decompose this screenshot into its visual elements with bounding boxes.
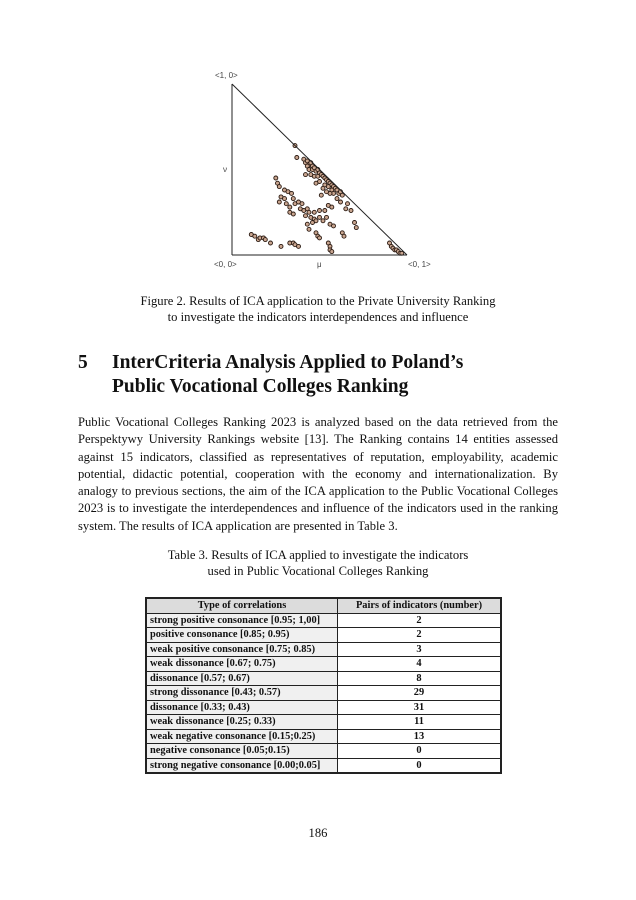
row-count: 2 [338, 613, 502, 628]
data-point [290, 191, 294, 195]
data-point [277, 185, 281, 189]
data-point [330, 205, 334, 209]
table-row [146, 729, 501, 744]
data-point [297, 244, 301, 248]
row-count: 4 [338, 657, 502, 672]
table-row [146, 613, 501, 628]
vertex-label-right: <0, 1> [408, 260, 431, 269]
data-point [353, 221, 357, 225]
row-count: 2 [338, 628, 502, 643]
data-point [318, 215, 322, 219]
x-axis-label: μ [317, 260, 322, 269]
row-type: strong dissonance [0.43; 0.57) [146, 686, 338, 701]
page-number: 186 [308, 826, 328, 840]
table-row [146, 758, 501, 773]
data-point [321, 219, 325, 223]
row-count: 13 [338, 729, 502, 744]
row-type: weak dissonance [0.25; 0.33) [146, 715, 338, 730]
data-point [300, 202, 304, 206]
table-caption-line2: used in Public Vocational Colleges Ranking [207, 564, 429, 578]
data-point [253, 234, 257, 238]
row-type: weak dissonance [0.67; 0.75) [146, 657, 338, 672]
data-point [314, 181, 318, 185]
data-point [319, 193, 323, 197]
header-type: Type of correlations [146, 598, 338, 613]
data-point [332, 224, 336, 228]
data-point [344, 207, 348, 211]
row-count: 0 [338, 744, 502, 759]
data-point [339, 200, 343, 204]
row-count: 0 [338, 758, 502, 773]
table-caption [120, 547, 516, 579]
data-point [349, 209, 353, 213]
section-title-line1: InterCriteria Analysis Applied to Poland’s [112, 352, 464, 373]
data-point [330, 250, 334, 254]
data-point [316, 174, 320, 178]
section-title [112, 351, 532, 398]
table-row [146, 715, 501, 730]
data-point [342, 234, 346, 238]
data-point [354, 226, 358, 230]
data-point [307, 210, 311, 214]
data-point [279, 244, 283, 248]
row-type: strong negative consonance [0.00;0.05] [146, 758, 338, 773]
data-point [325, 215, 329, 219]
data-point [274, 176, 278, 180]
section-title-line2: Public Vocational Colleges Ranking [112, 375, 409, 397]
data-point [346, 202, 350, 206]
data-point [304, 214, 308, 218]
data-point [325, 190, 329, 194]
data-point [277, 200, 281, 204]
hypotenuse [232, 84, 407, 255]
row-type: weak positive consonance [0.75; 0.85) [146, 642, 338, 657]
row-type: positive consonance [0.85; 0.95) [146, 628, 338, 643]
section-number: 5 [78, 352, 88, 373]
vertex-label-origin: <0, 0> [214, 260, 237, 269]
row-type: negative consonance [0.05;0.15) [146, 744, 338, 759]
vertex-label-top: <1, 0> [215, 71, 238, 80]
data-point [263, 238, 267, 242]
points-layer [249, 144, 403, 256]
data-point [295, 156, 299, 160]
data-point [305, 222, 309, 226]
data-point [291, 197, 295, 201]
table-row [146, 700, 501, 715]
data-point [307, 227, 311, 231]
data-point [335, 197, 339, 201]
data-point [283, 197, 287, 201]
ica-triangle-chart [200, 62, 460, 277]
data-point [321, 186, 325, 190]
data-point [314, 219, 318, 223]
body-paragraph: Public Vocational Colleges Ranking 2023 is analyzed based on the data retrieved from the Perspektywy University Rankings website [13]. The Ranking contains 14 entities assessed against 15 indicators, classified as representatives of reputation, employability, academic potential, didactic potential, cooperation with the economy and internationalization. By analogy to previous sections, the aim of the ICA application to the Public Vocational Colleges 2023 is to investigate the interdependences and influence of the indicators used in the ranking system. The results of ICA application are presented in Table 3. [78, 415, 558, 533]
table-row [146, 686, 501, 701]
figure-caption-line2: to investigate the indicators interdependences and influence [167, 310, 469, 324]
header-pairs: Pairs of indicators (number) [338, 598, 502, 613]
ica-triangle-svg [200, 62, 460, 277]
table-row [146, 642, 501, 657]
figure-caption-line1: Figure 2. Results of ICA application to the Private University Ranking [140, 294, 496, 308]
data-point [269, 241, 273, 245]
row-type: dissonance [0.57; 0.67) [146, 671, 338, 686]
table-row [146, 671, 501, 686]
table-row [146, 744, 501, 759]
data-point [291, 212, 295, 216]
data-point [288, 205, 292, 209]
row-count: 8 [338, 671, 502, 686]
y-axis-label: ν [223, 165, 227, 174]
table-caption-line1: Table 3. Results of ICA applied to investigate the indicators [167, 548, 469, 562]
table-row [146, 628, 501, 643]
data-point [284, 202, 288, 206]
table-row [146, 657, 501, 672]
row-count: 11 [338, 715, 502, 730]
row-count: 29 [338, 686, 502, 701]
table-header-row [146, 598, 501, 613]
row-type: dissonance [0.33; 0.43) [146, 700, 338, 715]
data-point [318, 236, 322, 240]
data-point [304, 173, 308, 177]
figure-caption [100, 293, 536, 325]
results-table [145, 597, 502, 774]
row-type: strong positive consonance [0.95; 1,00] [146, 613, 338, 628]
row-count: 3 [338, 642, 502, 657]
row-type: weak negative consonance [0.15;0.25) [146, 729, 338, 744]
data-point [312, 210, 316, 214]
data-point [318, 209, 322, 213]
data-point [323, 209, 327, 213]
row-count: 31 [338, 700, 502, 715]
